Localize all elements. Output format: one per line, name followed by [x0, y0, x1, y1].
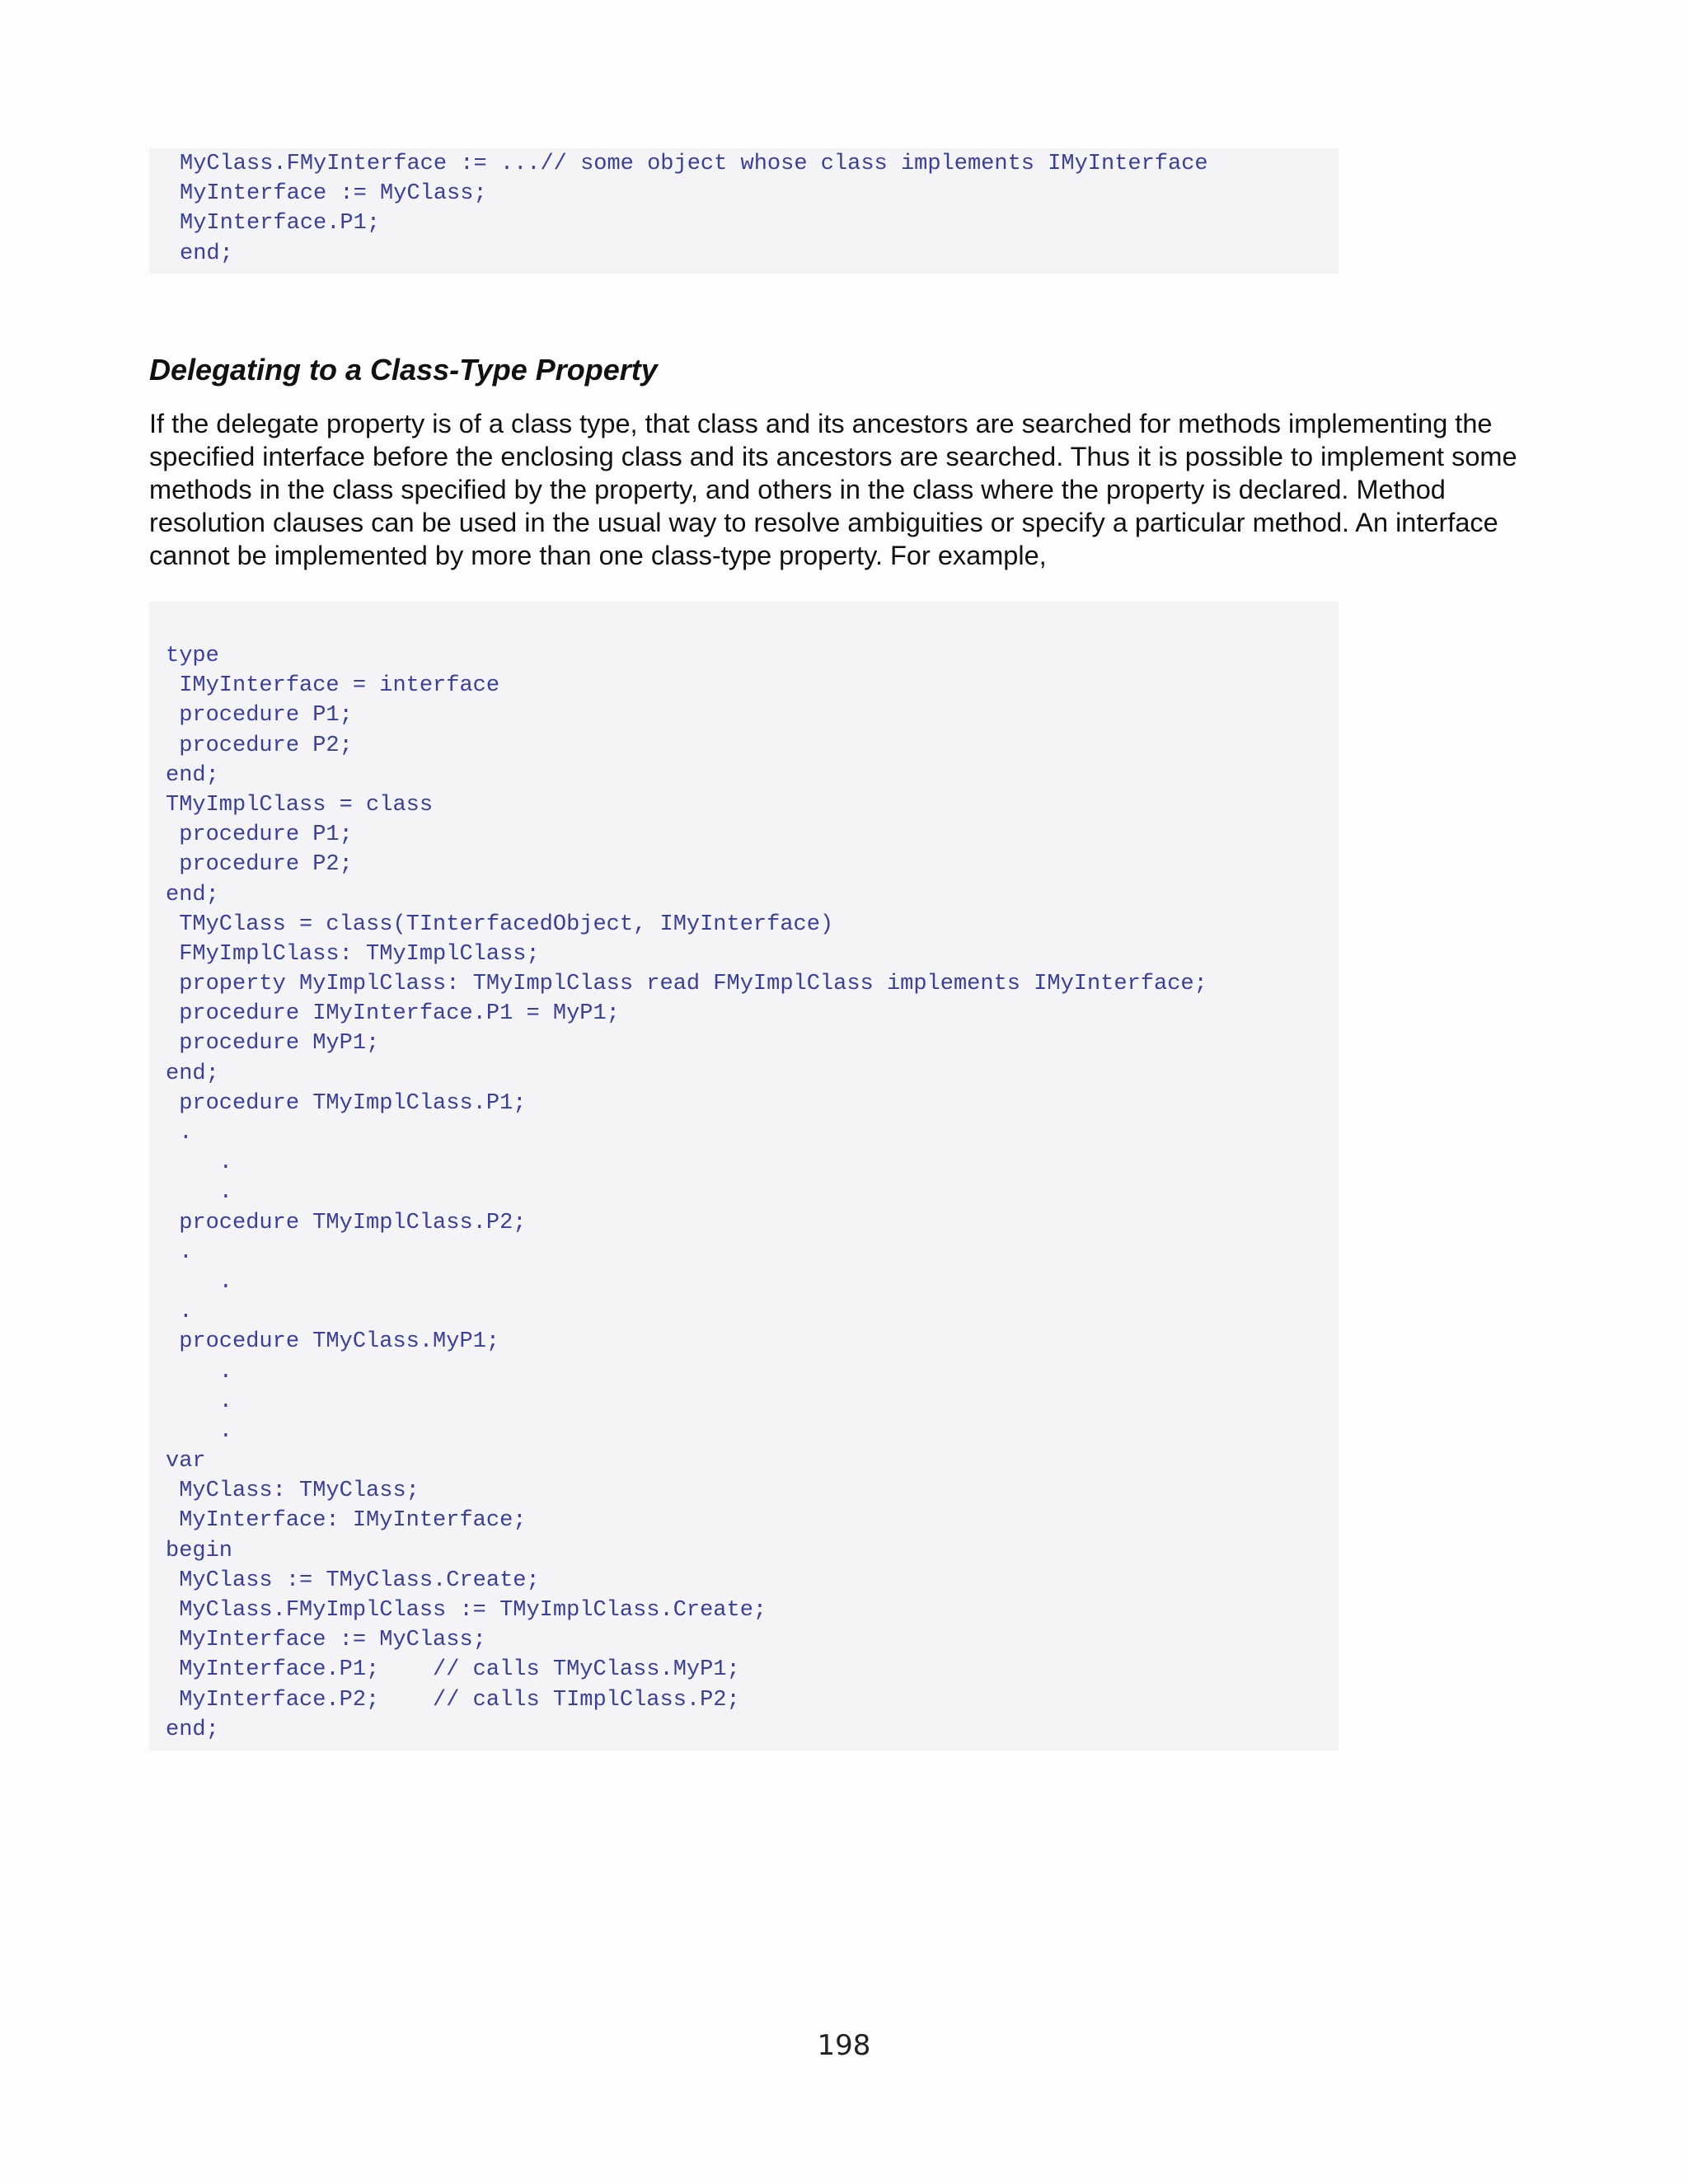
code-line: procedure TMyClass.MyP1;: [166, 1329, 500, 1355]
code-line: .: [166, 1121, 193, 1146]
code-line: MyInterface.P2; // calls TImplClass.P2;: [166, 1687, 740, 1713]
code-line: procedure MyP1;: [166, 1031, 380, 1057]
code-line: MyClass.FMyImplClass := TMyImplClass.Create;: [166, 1598, 767, 1623]
paragraph-line: cannot be implemented by more than one class-type property. For example,: [149, 541, 1047, 570]
code-line: begin: [166, 1538, 233, 1563]
code-line: TMyClass = class(TInterfacedObject, IMyInterface): [166, 912, 834, 937]
code-line: procedure P1;: [166, 823, 353, 848]
page-number: 198: [817, 2029, 871, 2062]
code-line: procedure TMyImplClass.P1;: [166, 1090, 527, 1116]
code-line: end;: [166, 1061, 219, 1086]
paragraph-line: specified interface before the enclosing class and its ancestors are searched. Thus it is possible to implement some: [149, 442, 1517, 471]
code-line: var: [166, 1449, 206, 1474]
code-line: procedure IMyInterface.P1 = MyP1;: [166, 1001, 620, 1027]
code-line: end;: [166, 882, 219, 907]
code-line: IMyInterface = interface: [166, 673, 500, 699]
code-line: MyInterface.P1;: [180, 211, 381, 237]
code-line: property MyImplClass: TMyImplClass read FMyImplClass implements IMyInterface;: [166, 972, 1207, 997]
code-line: .: [166, 1269, 233, 1295]
code-line: procedure TMyImplClass.P2;: [166, 1210, 527, 1235]
code-line: procedure P1;: [166, 703, 353, 729]
code-line: MyClass.FMyInterface := ...// some object whose class implements IMyInterface: [180, 152, 1208, 176]
code-line: .: [166, 1180, 233, 1206]
code-line: end;: [180, 241, 233, 266]
code-line: .: [166, 1389, 233, 1414]
code-line: .: [166, 1151, 233, 1176]
code-line: MyClass := TMyClass.Create;: [166, 1568, 540, 1593]
paragraph-line: methods in the class specified by the property, and others in the class where the property is declared. Method: [149, 475, 1446, 504]
code-block-example: [149, 602, 1339, 1750]
code-line: FMyImplClass: TMyImplClass;: [166, 941, 540, 967]
code-line: end;: [166, 762, 219, 788]
code-line: .: [166, 1418, 233, 1444]
code-line: .: [166, 1240, 193, 1265]
code-line: procedure P2;: [166, 733, 353, 758]
code-line: .: [166, 1359, 233, 1385]
code-line: end;: [166, 1717, 219, 1742]
section-heading: Delegating to a Class-Type Property: [149, 353, 658, 387]
code-line: MyInterface := MyClass;: [180, 181, 487, 207]
code-block-top: [149, 148, 1339, 274]
code-line: MyInterface := MyClass;: [166, 1628, 486, 1653]
code-line: TMyImplClass = class: [166, 792, 434, 818]
code-line: MyInterface.P1; // calls TMyClass.MyP1;: [166, 1657, 740, 1683]
paragraph-line: If the delegate property is of a class type, that class and its ancestors are searched for methods implementing the: [149, 409, 1493, 438]
paragraph-line: resolution clauses can be used in the usual way to resolve ambiguities or specify a particular method. An interface: [149, 508, 1498, 537]
code-line: type: [166, 644, 219, 668]
code-line: procedure P2;: [166, 852, 353, 878]
code-line: MyInterface: IMyInterface;: [166, 1508, 527, 1534]
code-line: .: [166, 1300, 193, 1325]
body-paragraph: [149, 407, 1550, 572]
code-line: MyClass: TMyClass;: [166, 1479, 420, 1504]
